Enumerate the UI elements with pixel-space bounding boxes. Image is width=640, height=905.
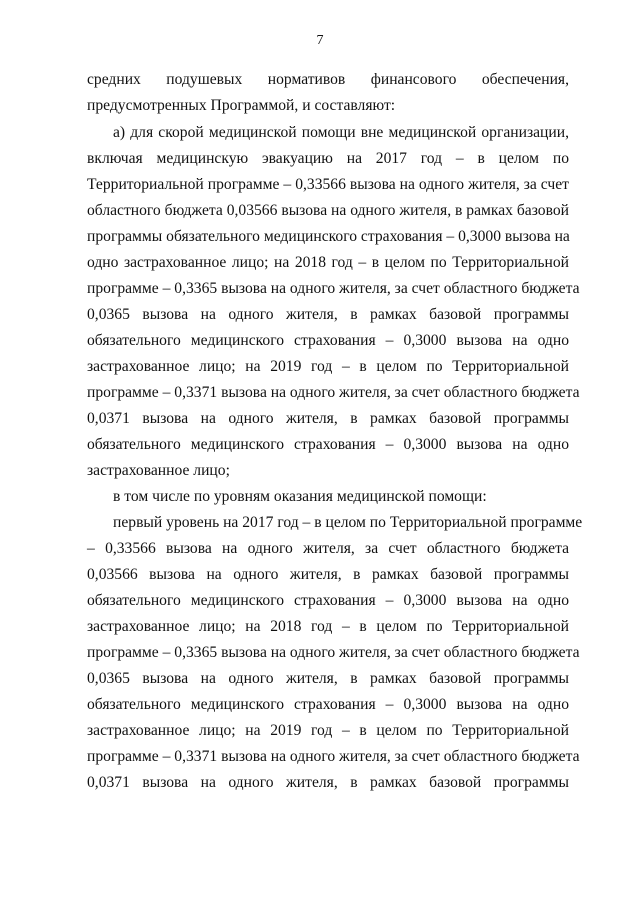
text-line: программы обязательного медицинского страхования – 0,3000 вызова на — [87, 228, 570, 245]
text-line: программе – 0,3371 вызова на одного жителя, за счет областного бюджета — [87, 748, 580, 765]
text-line: а) для скорой медицинской помощи вне медицинской организации, — [113, 124, 569, 141]
text-line: обязательного медицинского страхования – 0,3000 вызова на одно — [87, 332, 569, 349]
text-line: включая медицинскую эвакуацию на 2017 год – в целом по — [87, 150, 569, 167]
text-line: 0,0371 вызова на одного жителя, в рамках базовой программы — [87, 774, 569, 791]
text-line: застрахованное лицо; на 2019 год – в целом по Территориальной — [87, 358, 569, 375]
text-line: обязательного медицинского страхования – 0,3000 вызова на одно — [87, 592, 569, 609]
text-line: 0,0365 вызова на одного жителя, в рамках базовой программы — [87, 306, 569, 323]
text-line: 0,0365 вызова на одного жителя, в рамках базовой программы — [87, 670, 569, 687]
text-line: – 0,33566 вызова на одного жителя, за счет областного бюджета — [87, 540, 569, 557]
text-line: средних подушевых нормативов финансового обеспечения, — [87, 71, 569, 88]
text-line: программе – 0,3365 вызова на одного жителя, за счет областного бюджета — [87, 280, 580, 297]
text-line: застрахованное лицо; на 2019 год – в целом по Территориальной — [87, 722, 569, 739]
text-line: 0,03566 вызова на одного жителя, в рамках базовой программы — [87, 566, 569, 583]
text-line: предусмотренных Программой, и составляют: — [87, 97, 396, 114]
text-line: программе – 0,3365 вызова на одного жителя, за счет областного бюджета — [87, 644, 580, 661]
text-line: областного бюджета 0,03566 вызова на одного жителя, в рамках базовой — [87, 202, 569, 219]
text-line: в том числе по уровням оказания медицинской помощи: — [113, 488, 487, 505]
text-line: одно застрахованное лицо; на 2018 год – в целом по Территориальной — [87, 254, 569, 271]
text-line: обязательного медицинского страхования – 0,3000 вызова на одно — [87, 696, 569, 713]
text-line: 0,0371 вызова на одного жителя, в рамках базовой программы — [87, 410, 569, 427]
text-line: застрахованное лицо; — [87, 462, 230, 479]
text-line: программе – 0,3371 вызова на одного жителя, за счет областного бюджета — [87, 384, 580, 401]
text-line: обязательного медицинского страхования – 0,3000 вызова на одно — [87, 436, 569, 453]
text-line: застрахованное лицо; на 2018 год – в целом по Территориальной — [87, 618, 569, 635]
text-line: Территориальной программе – 0,33566 вызова на одного жителя, за счет — [87, 176, 569, 193]
page-number: 7 — [316, 33, 324, 48]
text-line: первый уровень на 2017 год – в целом по Территориальной программе — [113, 514, 583, 531]
